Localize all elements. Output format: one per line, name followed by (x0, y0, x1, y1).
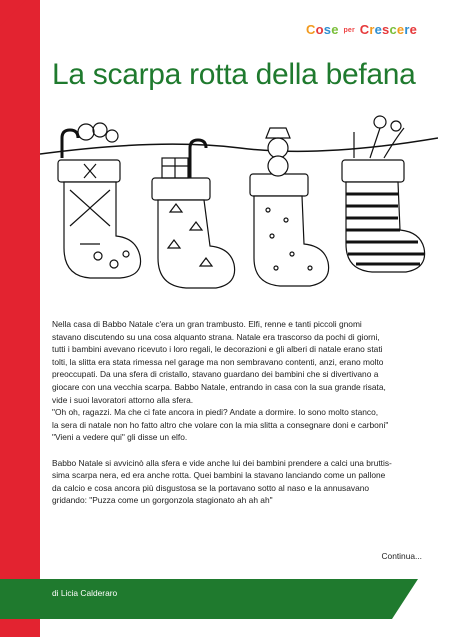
green-footer-band (0, 575, 450, 637)
story-text (52, 318, 424, 520)
logo-letter: e (409, 22, 418, 37)
logo-letter: o (315, 22, 324, 37)
logo-letter: e (374, 22, 383, 37)
snowman-icon (266, 128, 290, 176)
stocking-stripes-icon (342, 160, 425, 272)
continue-link[interactable]: Continua... (381, 551, 422, 561)
stockings-illustration (40, 108, 438, 308)
stocking-stars-icon (250, 174, 329, 286)
story-paragraph: Nella casa di Babbo Natale c'era un gran trambusto. Elfi, renne e tanti piccoli gnomi stavano discutendo su una cosa alquanto strana. Natale era trascorso da pochi di giorni, tutti i bambini avevano ricevuto i loro regali, le decorazioni e gli alberi di natale erano stati tolti, la slitta era stata rimessa nel garage ma non sembravano contenti, anzi, erano molto preoccupati. Da una sfera di cristallo, stavano guardano dei bambini che si divertivano a giocare con una vecchia scarpa. Babbo Natale, entrando in casa con la sua grande risata, vide i suoi lavoratori attorno alla sfera. "Oh oh, ragazzi. Ma che ci fate ancora in piedi? Andate a dormire. Io sono molto stanco, la sera di natale non ho fatto altro che volare con la mia slitta a consegnare doni e carboni" "Vieni a vedere qui" gli disse un elfo. (52, 319, 389, 443)
logo-letter: C (359, 22, 370, 37)
gift-box-icon (162, 140, 206, 178)
holly-icon (354, 116, 404, 158)
brand-logo[interactable] (306, 22, 417, 37)
logo-letter: e (331, 22, 339, 37)
logo-letter: r (404, 22, 410, 37)
stocking-trees-icon (152, 178, 235, 288)
logo-letter: s (323, 22, 332, 37)
logo-word-per: per (343, 27, 355, 35)
story-paragraph: Babbo Natale si avvicinò alla sfera e vide anche lui dei bambini prendere a calci una bruttis- sima scarpa nera, ed era anche rotta. Quei bambini la stavano lanciando come un pallone da calcio e cosa ancora più disgustosa se la portavano sotto al naso e la annusavano gridando: "Puzza come un gorgonzola stagionato ah ah ah" (52, 457, 392, 506)
stocking-argyle-icon (58, 160, 141, 278)
logo-letter: s (382, 22, 390, 37)
candy-cane-icon (62, 123, 118, 158)
logo-letter: C (306, 22, 316, 37)
logo-letter: e (396, 22, 405, 37)
page-title: La scarpa rotta della befana (52, 58, 416, 91)
logo-letter: c (389, 22, 397, 37)
logo-word-cose (306, 22, 339, 37)
logo-word-crescere (360, 22, 417, 37)
author-credit: di Licia Calderaro (52, 588, 118, 598)
logo-letter: r (369, 22, 375, 37)
